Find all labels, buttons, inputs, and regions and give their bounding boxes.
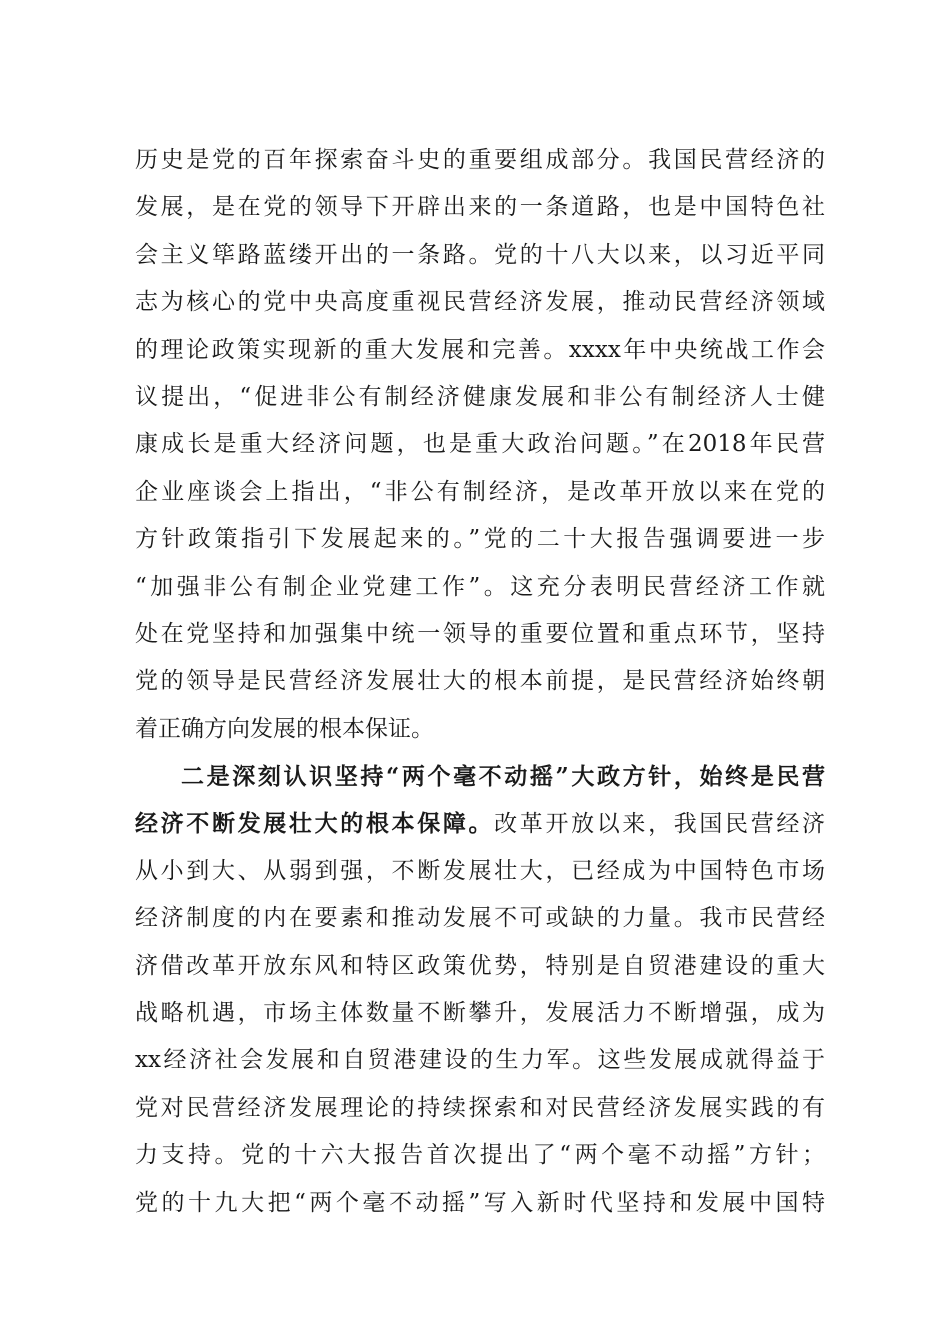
text-line: 党的领导是民营经济发展壮大的根本前提，是民营经济始终朝 (135, 668, 825, 695)
text-line: 经济制度的内在要素和推动发展不可或缺的力量。我市民营经 (135, 905, 825, 932)
text-line: 企业座谈会上指出，“非公有制经济，是改革开放以来在党的 (135, 478, 825, 505)
document-page (135, 137, 825, 1227)
paragraph-party-leadership (135, 137, 825, 753)
text-line: 会主义筚路蓝缕开出的一条路。党的十八大以来，以习近平同 (135, 241, 825, 268)
section-heading-line: 二是深刻认识坚持“两个毫不动摇”大政方针，始终是民营 (181, 763, 825, 791)
text-line: “加强非公有制企业党建工作”。这充分表明民营经济工作就 (135, 573, 825, 600)
text-line: 着正确方向发展的根本保证。 (135, 715, 434, 742)
text-line: 处在党坚持和加强集中统一领导的重要位置和重点环节，坚持 (135, 620, 825, 647)
text-line: xx经济社会发展和自贸港建设的生力军。这些发展成就得益于 (135, 1047, 825, 1074)
text-span: 改革开放以来，我国民营经济 (494, 811, 826, 838)
text-line: 方针政策指引下发展起来的。”党的二十大报告强调要进一步 (135, 526, 825, 553)
text-line: 的理论政策实现新的重大发展和完善。xxxx年中央统战工作会 (135, 336, 825, 363)
text-line: 议提出，“促进非公有制经济健康发展和非公有制经济人士健 (135, 383, 825, 410)
text-line: 力支持。党的十六大报告首次提出了“两个毫不动摇”方针； (135, 1142, 825, 1169)
text-line: 党对民营经济发展理论的持续探索和对民营经济发展实践的有 (135, 1094, 825, 1121)
section-heading-tail: 经济不断发展壮大的根本保障。 (135, 810, 495, 838)
text-line: 济借改革开放东风和特区政策优势，特别是自贸港建设的重大 (135, 952, 825, 979)
text-line: 康成长是重大经济问题，也是重大政治问题。”在2018年民营 (135, 431, 825, 458)
text-line: 党的十九大把“两个毫不动摇”写入新时代坚持和发展中国特 (135, 1189, 825, 1216)
paragraph-two-unwavering (135, 753, 825, 1227)
text-line: 从小到大、从弱到强，不断发展壮大，已经成为中国特色市场 (135, 857, 825, 884)
text-line: 战略机遇，市场主体数量不断攀升，发展活力不断增强，成为 (135, 1000, 825, 1027)
text-line (135, 800, 825, 847)
text-line: 历史是党的百年探索奋斗史的重要组成部分。我国民营经济的 (135, 147, 825, 173)
text-line: 发展，是在党的领导下开辟出来的一条道路，也是中国特色社 (135, 194, 825, 221)
text-line: 志为核心的党中央高度重视民营经济发展，推动民营经济领域 (135, 289, 825, 316)
